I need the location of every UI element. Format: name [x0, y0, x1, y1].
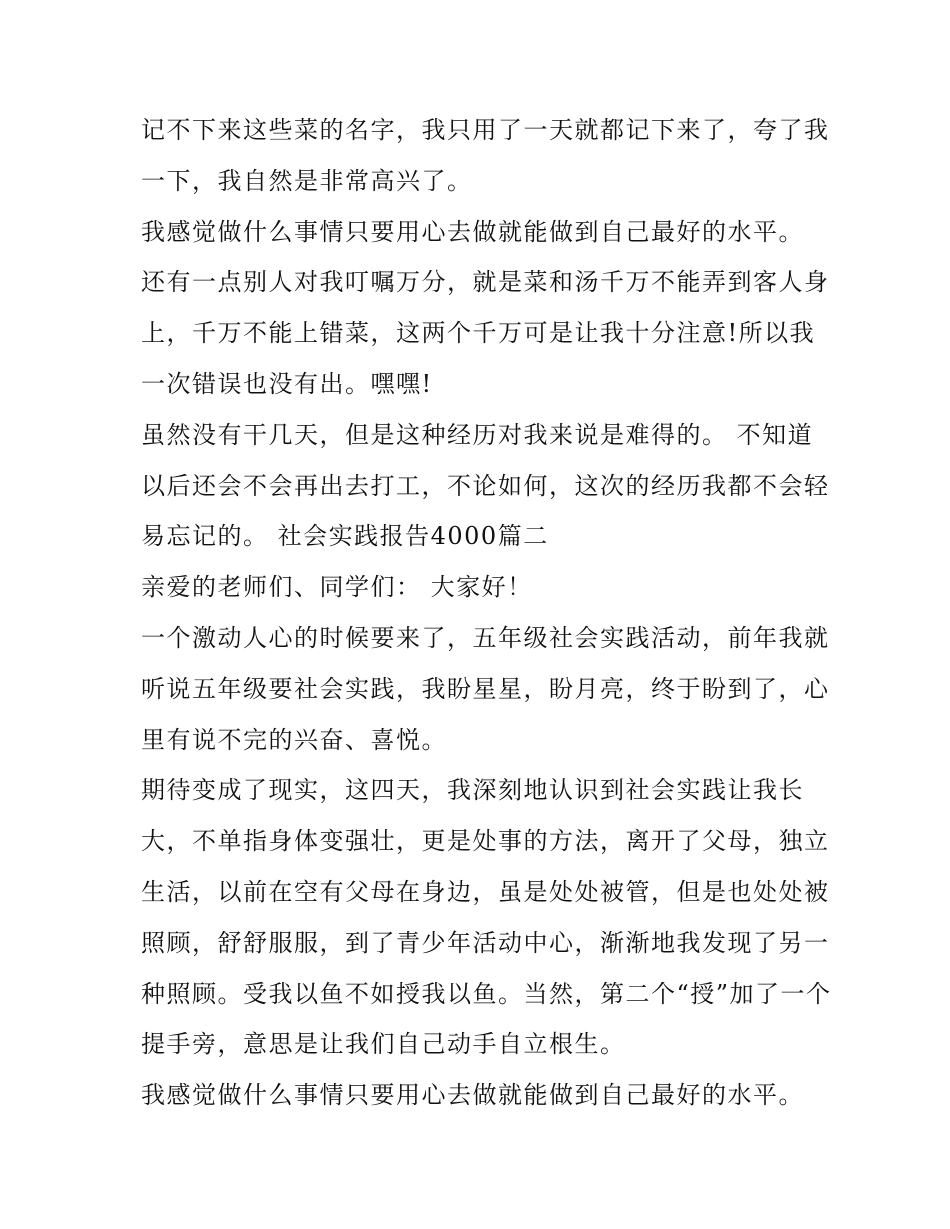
document-body [141, 108, 831, 1124]
text-line: 种照顾。受我以鱼不如授我以鱼。当然，第二个“授”加了一个 [141, 979, 832, 1008]
text-line: 提手旁，意思是让我们自己动手自立根生。 [141, 1030, 626, 1059]
text-line: 期待变成了现实，这四天，我深刻地认识到社会实践让我长 [141, 776, 804, 805]
text-line: 里有说不完的兴奋、喜悦。 [141, 725, 447, 754]
text-line: 亲爱的老师们、同学们： 大家好！ [141, 573, 533, 602]
text-line: 虽然没有干几天，但是这种经历对我来说是难得的。 不知道 [141, 420, 814, 449]
text-line: 以后还会不会再出去打工，不论如何，这次的经历我都不会轻 [141, 471, 830, 500]
text-line: 记不下来这些菜的名字，我只用了一天就都记下来了，夸了我 [141, 116, 830, 144]
text-line: 一个激动人心的时候要来了，五年级社会实践活动，前年我就 [141, 623, 830, 652]
text-line: 生活，以前在空有父母在身边，虽是处处被管，但是也处处被 [141, 877, 830, 906]
text-line: 易忘记的。 社会实践报告4000篇二 [141, 522, 549, 551]
text-line: 一次错误也没有出。嘿嘿! [141, 369, 433, 398]
text-line: 还有一点别人对我叮嘱万分，就是菜和汤千万不能弄到客人身 [141, 268, 830, 297]
text-line: 一下，我自然是非常高兴了。 [141, 166, 473, 195]
text-line: 大，不单指身体变强壮，更是处事的方法，离开了父母，独立 [141, 827, 830, 856]
text-line: 听说五年级要社会实践，我盼星星，盼月亮，终于盼到了，心 [141, 674, 830, 703]
text-line: 照顾，舒舒服服，到了青少年活动中心，渐渐地我发现了另一 [141, 928, 830, 957]
text-line: 上，千万不能上错菜，这两个千万可是让我十分注意!所以我 [141, 319, 816, 348]
text-line: 我感觉做什么事情只要用心去做就能做到自己最好的水平。 [141, 217, 804, 246]
text-line: 我感觉做什么事情只要用心去做就能做到自己最好的水平。 [141, 1081, 804, 1110]
